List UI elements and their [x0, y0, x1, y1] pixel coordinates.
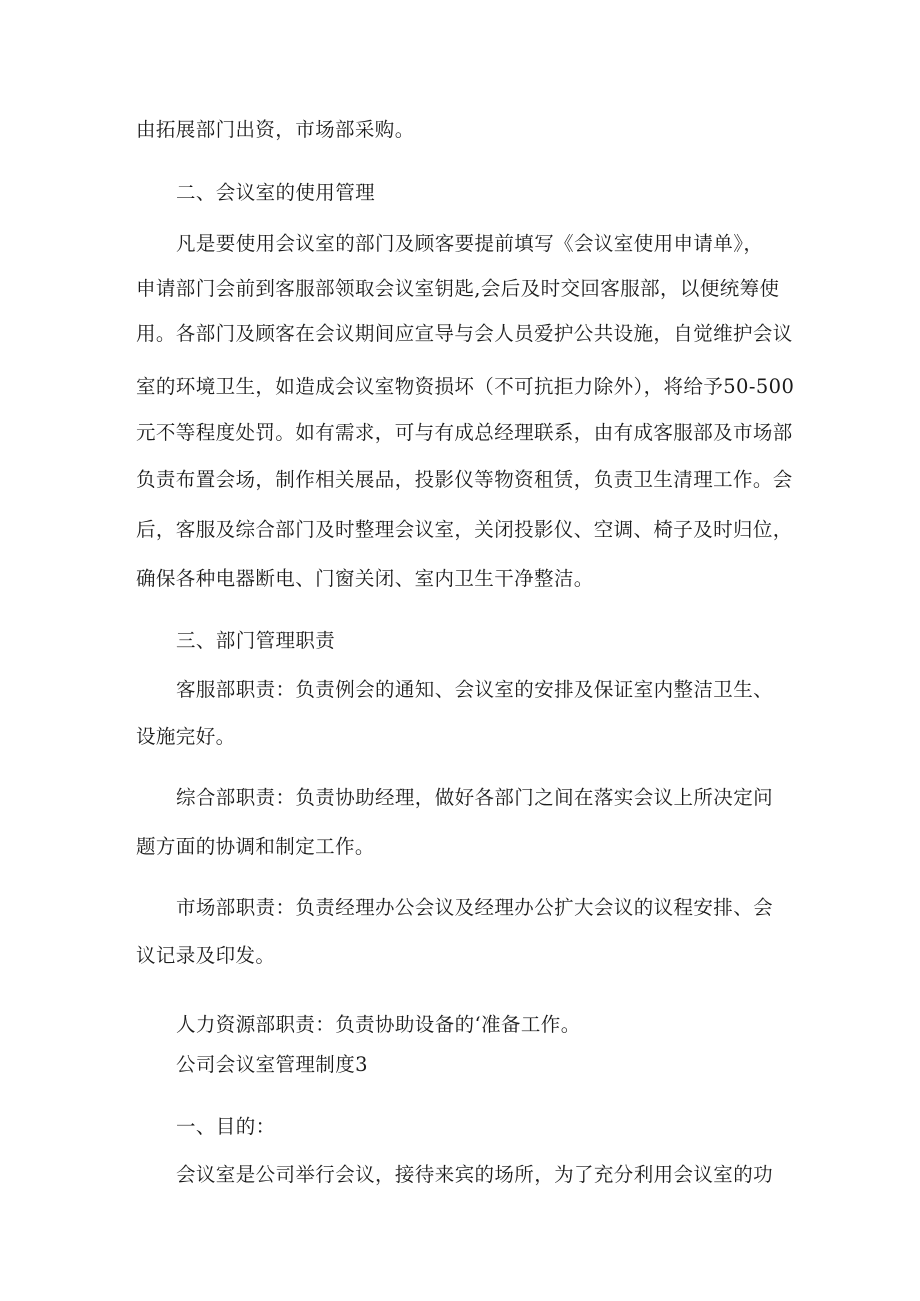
text-line: 市场部职责：负责经理办公会议及经理办公扩大会议的议程安排、会	[176, 896, 774, 919]
section-heading: 二、会议室的使用管理	[176, 181, 376, 204]
text-line: 申请部门会前到客服部领取会议室钥匙,会后及时交回客服部，以便统筹使	[136, 277, 780, 300]
section-heading: 公司会议室管理制度3	[176, 1053, 368, 1076]
text-line: 会议室是公司举行会议，接待来宾的场所，为了充分利用会议室的功	[176, 1163, 774, 1186]
text-line: 由拓展部门出资，市场部采购。	[136, 118, 415, 141]
section-heading: 一、目的：	[176, 1115, 276, 1138]
text-line: 元不等程度处罚。如有需求，可与有成总经理联系，由有成客服部及市场部	[136, 421, 793, 444]
text-line: 综合部职责：负责协助经理，做好各部门之间在落实会议上所决定问	[176, 786, 774, 809]
text-line: 设施完好。	[136, 725, 236, 748]
text-line: 人力资源部职责：负责协助设备的‘准备工作。	[176, 1013, 581, 1036]
text-line: 负责布置会场，制作相关展品，投影仪等物资租赁，负责卫生清理工作。会	[136, 468, 793, 491]
section-heading: 三、部门管理职责	[176, 629, 336, 652]
text-line: 用。各部门及顾客在会议期间应宣导与会人员爱护公共设施，自觉维护会议	[136, 322, 793, 345]
text-line: 确保各种电器断电、门窗关闭、室内卫生干净整洁。	[136, 567, 594, 590]
text-line: 议记录及印发。	[136, 944, 276, 967]
text-line: 客服部职责：负责例会的通知、会议室的安排及保证室内整洁卫生、	[176, 678, 774, 701]
text-line: 室的环境卫生，如造成会议室物资损坏（不可抗拒力除外），将给予50-500	[136, 375, 795, 398]
text-line: 凡是要使用会议室的部门及顾客要提前填写《会议室使用申请单》，	[176, 232, 764, 255]
text-line: 题方面的协调和制定工作。	[136, 835, 375, 858]
text-line: 后，客服及综合部门及时整理会议室，关闭投影仪、空调、椅子及时归位，	[136, 518, 793, 541]
